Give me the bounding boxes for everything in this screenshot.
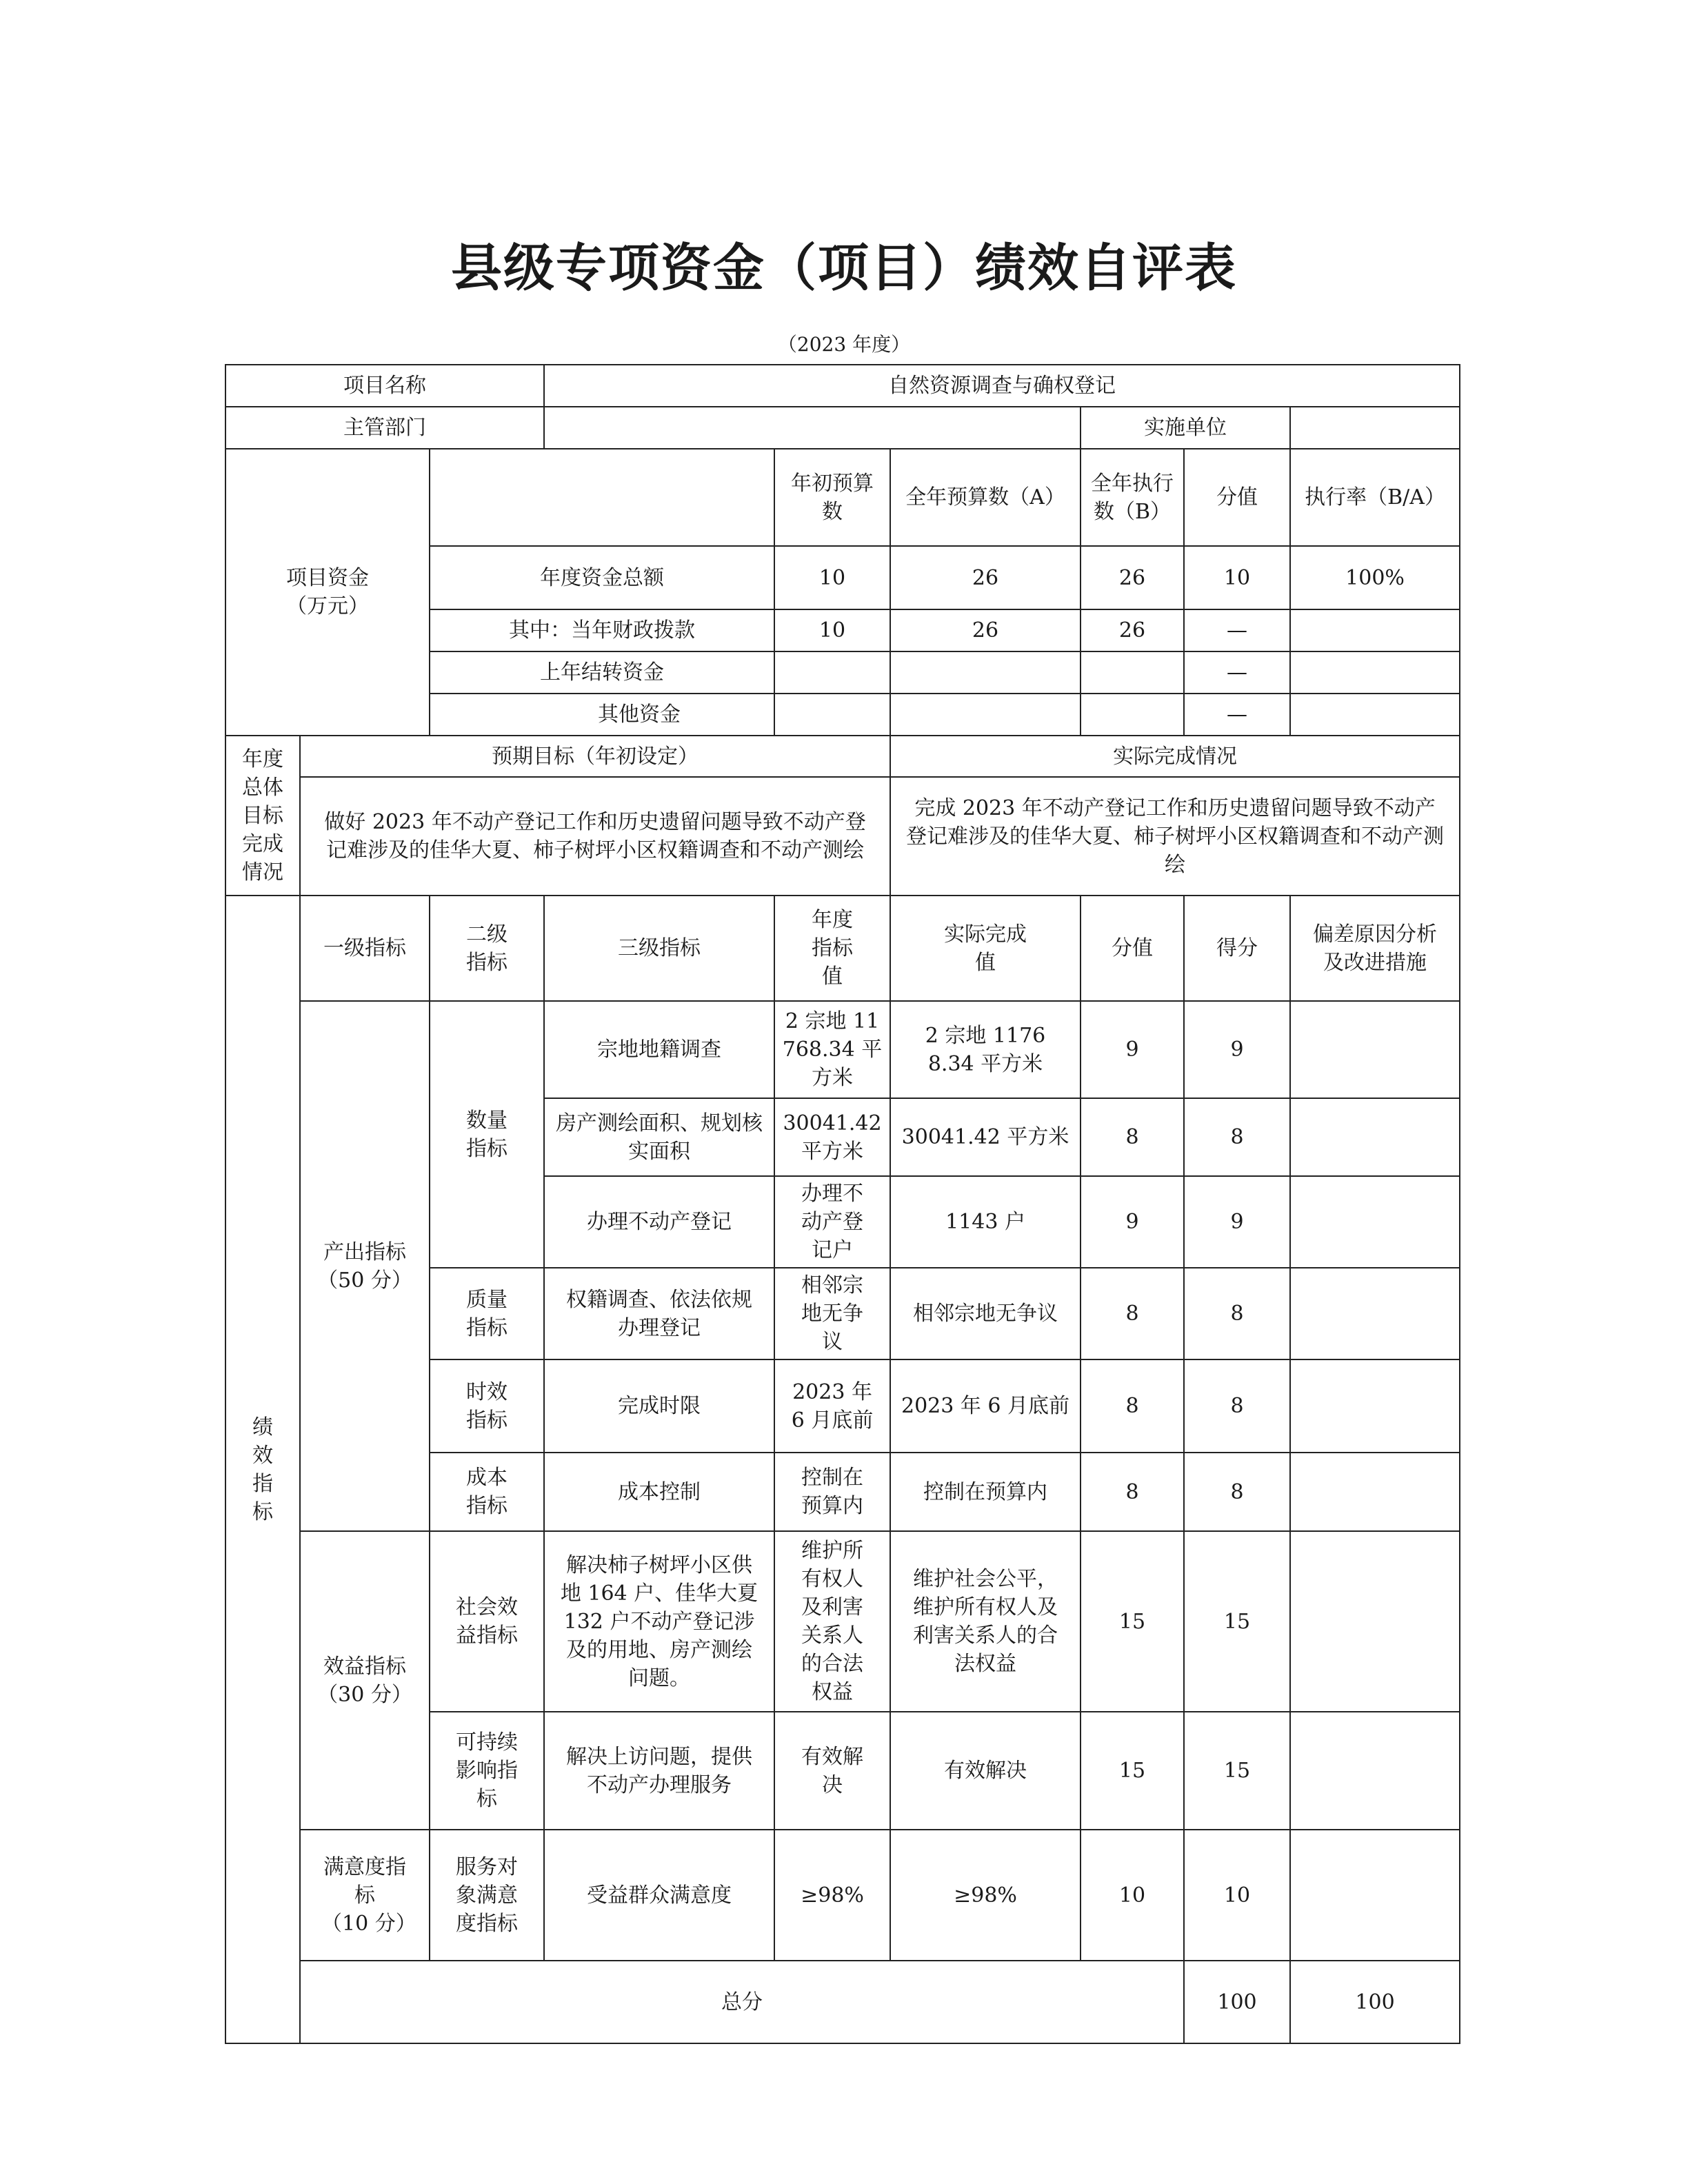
header-level1: 一级指标 bbox=[300, 896, 430, 1001]
points-value: 9 bbox=[1184, 1176, 1290, 1268]
dept-value bbox=[544, 407, 1081, 449]
funds-row-name: 上年结转资金 bbox=[430, 651, 774, 694]
actual-value: 1143 户 bbox=[890, 1176, 1081, 1268]
actual-value: 维护社会公平，维护所有权人及利害关系人的合法权益 bbox=[890, 1531, 1081, 1712]
funds-row-executed: 26 bbox=[1081, 609, 1184, 651]
funds-row-rate bbox=[1290, 694, 1460, 736]
header-actual: 实际完成值 bbox=[890, 896, 1081, 1001]
social-indicator-label: 社会效益指标 bbox=[430, 1531, 544, 1712]
level3-text: 完成时限 bbox=[544, 1359, 774, 1453]
goals-actual-text: 完成 2023 年不动产登记工作和历史遗留问题导致不动产登记难涉及的佳华大夏、柿子树坪小区权籍调查和不动产测绘 bbox=[890, 777, 1460, 896]
funds-row-rate bbox=[1290, 651, 1460, 694]
level3-text: 成本控制 bbox=[544, 1453, 774, 1531]
actual-value: 相邻宗地无争议 bbox=[890, 1268, 1081, 1359]
deviation-value bbox=[1290, 1453, 1460, 1531]
level3-text: 解决柿子树坪小区供地 164 户、佳华大夏 132 户不动产登记涉及的用地、房产测绘问题。 bbox=[544, 1531, 774, 1712]
target-value: 有效解决 bbox=[774, 1712, 890, 1830]
target-value: 控制在预算内 bbox=[774, 1453, 890, 1531]
actual-value: ≥98% bbox=[890, 1830, 1081, 1961]
quantity-indicator-label: 数量指标 bbox=[430, 1001, 544, 1268]
project-name-label: 项目名称 bbox=[225, 365, 544, 407]
level3-text: 办理不动产登记 bbox=[544, 1176, 774, 1268]
dept-label: 主管部门 bbox=[225, 407, 544, 449]
deviation-value bbox=[1290, 1531, 1460, 1712]
deviation-value bbox=[1290, 1098, 1460, 1176]
points-value: 15 bbox=[1184, 1531, 1290, 1712]
level3-text: 受益群众满意度 bbox=[544, 1830, 774, 1961]
funds-row-name: 其他资金 bbox=[430, 694, 774, 736]
funds-row-annual: 26 bbox=[890, 546, 1081, 609]
points-value: 8 bbox=[1184, 1453, 1290, 1531]
impl-unit-label: 实施单位 bbox=[1081, 407, 1290, 449]
level3-text: 权籍调查、依法依规办理登记 bbox=[544, 1268, 774, 1359]
deviation-value bbox=[1290, 1712, 1460, 1830]
evaluation-form bbox=[225, 364, 1460, 2044]
score-value: 15 bbox=[1081, 1712, 1184, 1830]
total-label: 总分 bbox=[300, 1961, 1184, 2043]
goals-label: 年度总体目标完成情况 bbox=[225, 736, 300, 896]
indicator-row bbox=[225, 1830, 1460, 1961]
funds-row-executed bbox=[1081, 694, 1184, 736]
satisfaction-indicator-label: 满意度指标 （10 分） bbox=[300, 1830, 430, 1961]
header-level3: 三级指标 bbox=[544, 896, 774, 1001]
service-indicator-label: 服务对象满意度指标 bbox=[430, 1830, 544, 1961]
project-name-value: 自然资源调查与确权登记 bbox=[544, 365, 1460, 407]
report-year: （2023 年度） bbox=[777, 333, 911, 356]
score-value: 8 bbox=[1081, 1453, 1184, 1531]
deviation-value bbox=[1290, 1359, 1460, 1453]
time-indicator-label: 时效指标 bbox=[430, 1359, 544, 1453]
funds-header-blank bbox=[430, 449, 774, 546]
total-row bbox=[225, 1961, 1460, 2043]
funds-header-executed: 全年执行数（B） bbox=[1081, 449, 1184, 546]
funds-row-score: — bbox=[1184, 694, 1290, 736]
funds-header-score: 分值 bbox=[1184, 449, 1290, 546]
funds-label: 项目资金 （万元） bbox=[225, 449, 430, 736]
deviation-value bbox=[1290, 1001, 1460, 1098]
funds-header-annual: 全年预算数（A） bbox=[890, 449, 1081, 546]
funds-row-executed: 26 bbox=[1081, 546, 1184, 609]
points-value: 10 bbox=[1184, 1830, 1290, 1961]
actual-value: 2 宗地 11768.34 平方米 bbox=[890, 1001, 1081, 1098]
funds-row-name: 年度资金总额 bbox=[430, 546, 774, 609]
score-value: 8 bbox=[1081, 1359, 1184, 1453]
funds-row-initial: 10 bbox=[774, 546, 890, 609]
target-value: 办理不动产登记户 bbox=[774, 1176, 890, 1268]
target-value: ≥98% bbox=[774, 1830, 890, 1961]
funds-row-score: — bbox=[1184, 651, 1290, 694]
level3-text: 解决上访问题，提供不动产办理服务 bbox=[544, 1712, 774, 1830]
points-value: 9 bbox=[1184, 1001, 1290, 1098]
header-deviation: 偏差原因分析及改进措施 bbox=[1290, 896, 1460, 1001]
goals-expected-label: 预期目标（年初设定） bbox=[300, 736, 890, 777]
target-value: 相邻宗地无争议 bbox=[774, 1268, 890, 1359]
funds-row-annual bbox=[890, 651, 1081, 694]
funds-row-initial bbox=[774, 651, 890, 694]
funds-row-score: — bbox=[1184, 609, 1290, 651]
funds-row-annual bbox=[890, 694, 1081, 736]
total-points: 100 bbox=[1290, 1961, 1460, 2043]
score-value: 9 bbox=[1081, 1001, 1184, 1098]
level3-text: 房产测绘面积、规划核实面积 bbox=[544, 1098, 774, 1176]
score-value: 8 bbox=[1081, 1098, 1184, 1176]
goals-actual-label: 实际完成情况 bbox=[890, 736, 1460, 777]
score-value: 8 bbox=[1081, 1268, 1184, 1359]
goals-expected-text: 做好 2023 年不动产登记工作和历史遗留问题导致不动产登记难涉及的佳华大夏、柿子树坪小区权籍调查和不动产测绘 bbox=[300, 777, 890, 896]
points-value: 8 bbox=[1184, 1098, 1290, 1176]
points-value: 15 bbox=[1184, 1712, 1290, 1830]
actual-value: 2023 年 6 月底前 bbox=[890, 1359, 1081, 1453]
points-value: 8 bbox=[1184, 1268, 1290, 1359]
cost-indicator-label: 成本指标 bbox=[430, 1453, 544, 1531]
funds-header-initial: 年初预算数 bbox=[774, 449, 890, 546]
output-indicator-label: 产出指标 （50 分） bbox=[300, 1001, 430, 1531]
header-target: 年度指标值 bbox=[774, 896, 890, 1001]
actual-value: 30041.42 平方米 bbox=[890, 1098, 1081, 1176]
header-score: 分值 bbox=[1081, 896, 1184, 1001]
target-value: 维护所有权人及利害关系人的合法权益 bbox=[774, 1531, 890, 1712]
funds-row-initial bbox=[774, 694, 890, 736]
funds-row-initial: 10 bbox=[774, 609, 890, 651]
deviation-value bbox=[1290, 1830, 1460, 1961]
deviation-value bbox=[1290, 1176, 1460, 1268]
header-points: 得分 bbox=[1184, 896, 1290, 1001]
funds-row-score: 10 bbox=[1184, 546, 1290, 609]
score-value: 15 bbox=[1081, 1531, 1184, 1712]
target-value: 2023 年 6 月底前 bbox=[774, 1359, 890, 1453]
level3-text: 宗地地籍调查 bbox=[544, 1001, 774, 1098]
benefit-indicator-label: 效益指标 （30 分） bbox=[300, 1531, 430, 1830]
page-title: 县级专项资金（项目）绩效自评表 bbox=[451, 239, 1237, 298]
target-value: 2 宗地 11768.34 平方米 bbox=[774, 1001, 890, 1098]
indicators-label: 绩效指标 bbox=[225, 896, 300, 2043]
sustain-indicator-label: 可持续影响指标 bbox=[430, 1712, 544, 1830]
quality-indicator-label: 质量指标 bbox=[430, 1268, 544, 1359]
actual-value: 有效解决 bbox=[890, 1712, 1081, 1830]
target-value: 30041.42 平方米 bbox=[774, 1098, 890, 1176]
funds-row-name: 其中：当年财政拨款 bbox=[430, 609, 774, 651]
score-value: 10 bbox=[1081, 1830, 1184, 1961]
score-value: 9 bbox=[1081, 1176, 1184, 1268]
funds-row-rate: 100% bbox=[1290, 546, 1460, 609]
indicator-row bbox=[225, 1001, 1460, 1098]
points-value: 8 bbox=[1184, 1359, 1290, 1453]
indicator-row bbox=[225, 1531, 1460, 1712]
funds-row-annual: 26 bbox=[890, 609, 1081, 651]
total-score: 100 bbox=[1184, 1961, 1290, 2043]
funds-row-executed bbox=[1081, 651, 1184, 694]
impl-unit-value bbox=[1290, 407, 1460, 449]
funds-header-rate: 执行率（B/A） bbox=[1290, 449, 1460, 546]
actual-value: 控制在预算内 bbox=[890, 1453, 1081, 1531]
deviation-value bbox=[1290, 1268, 1460, 1359]
funds-row-rate bbox=[1290, 609, 1460, 651]
header-level2: 二级指标 bbox=[430, 896, 544, 1001]
